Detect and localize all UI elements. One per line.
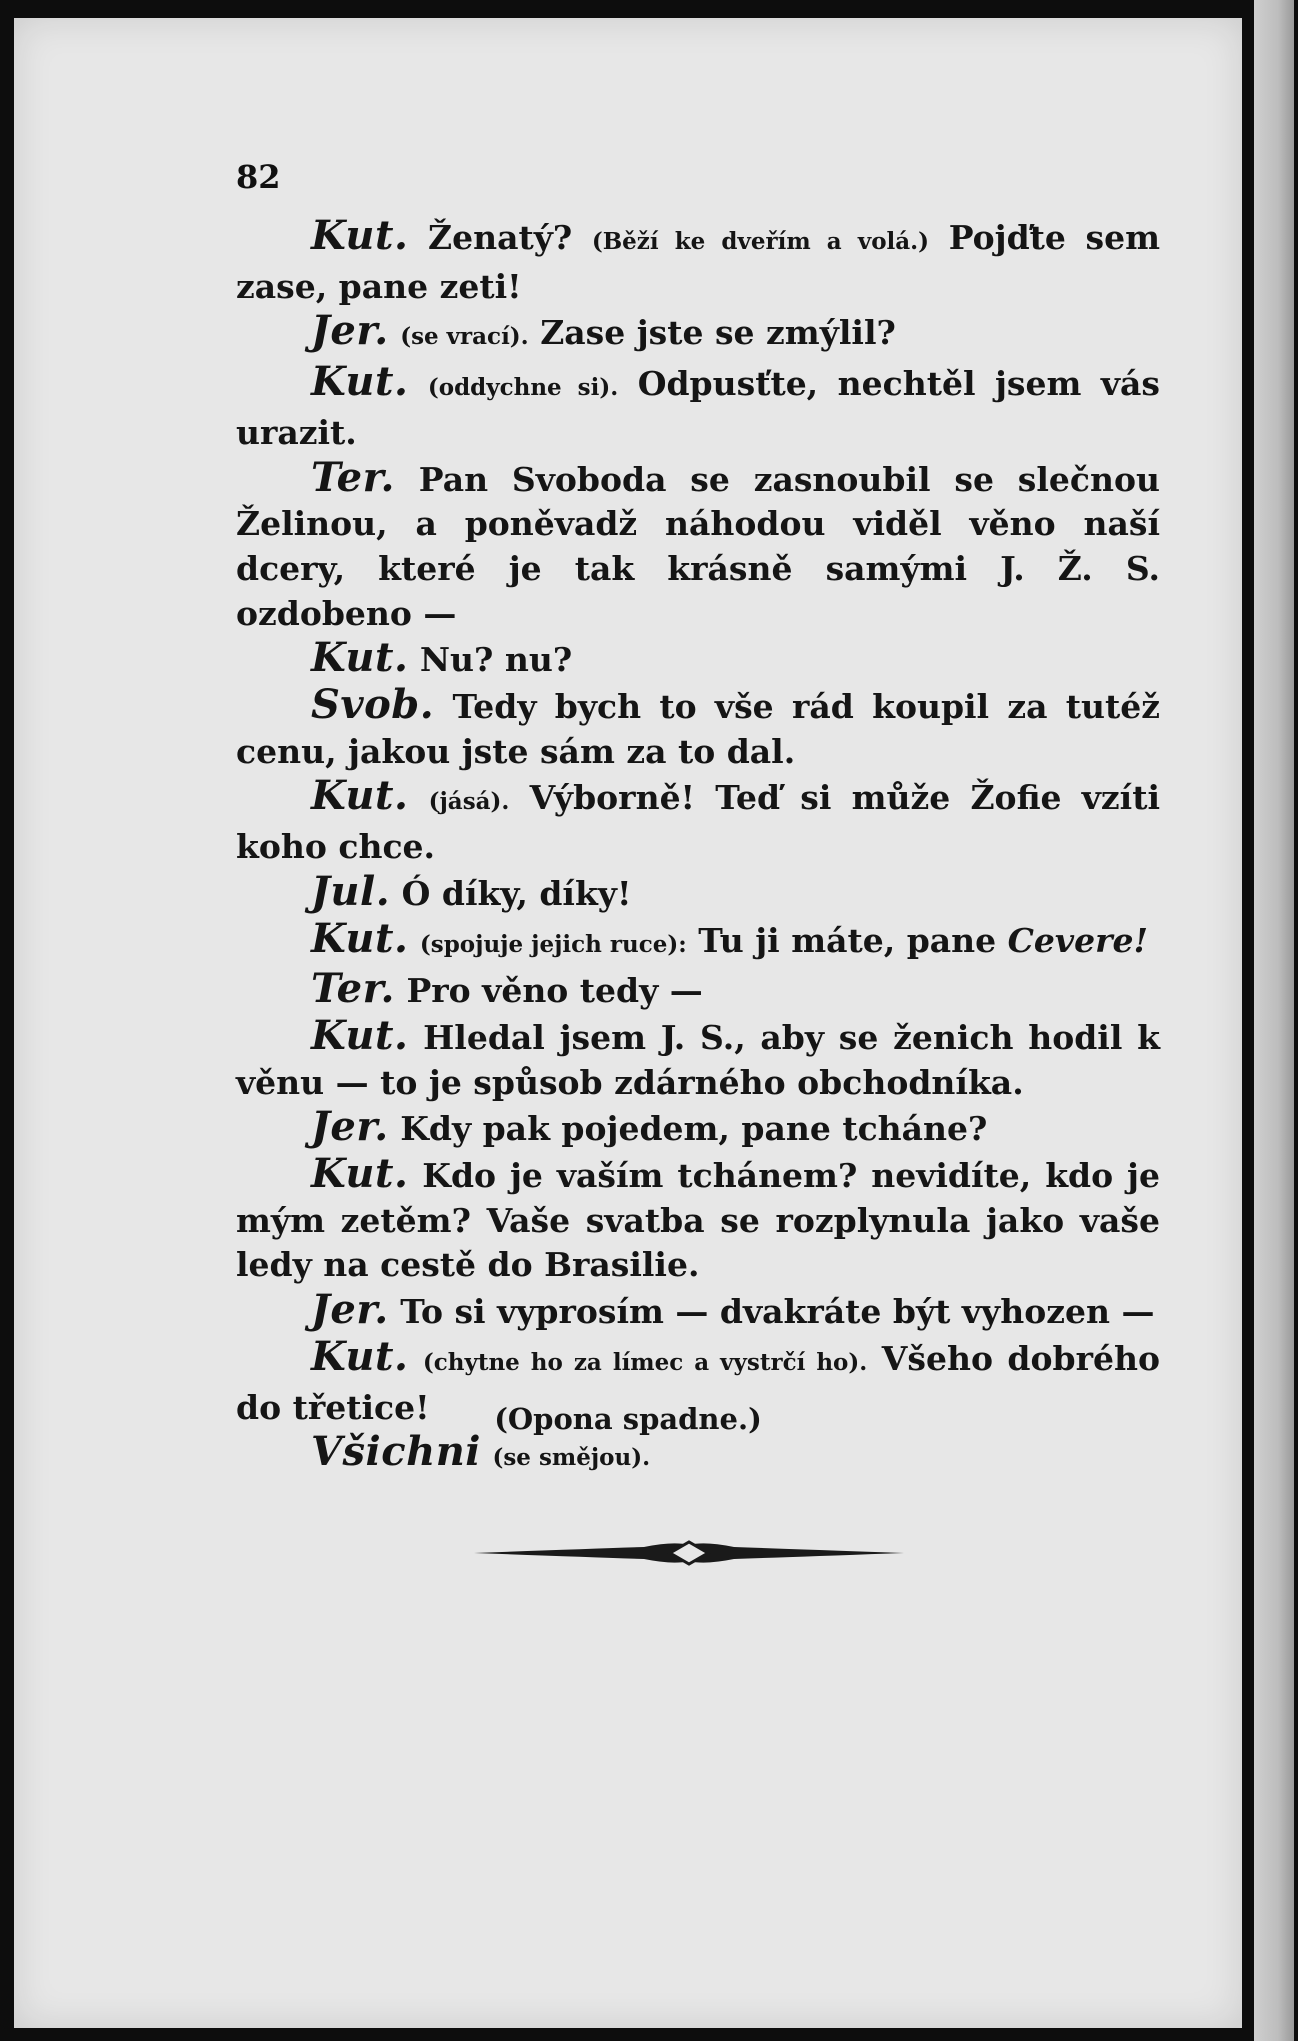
line-text: [408, 778, 428, 817]
dialogue-line: [236, 636, 1160, 683]
line-text: Všeho dobrého do třetice!: [236, 1338, 1160, 1427]
stage-direction: (spojuje jejich ruce):: [419, 930, 687, 958]
line-text: Tedy bych to vše rád koupil za tutéž cenu, jakou jste sám za to dal.: [236, 687, 1160, 771]
line-text: Odpusťte, nechtěl jsem vás urazit.: [236, 364, 1161, 452]
stage-direction: (jásá).: [428, 788, 510, 816]
speaker-name: Kut.: [311, 772, 409, 820]
line-text: Pro věno tedy —: [394, 971, 703, 1011]
dialogue-line: [236, 1288, 1160, 1335]
line-text: Kdy pak pojedem, pane tcháne?: [388, 1109, 988, 1149]
dialogue-line: [236, 360, 1160, 455]
dialogue-line: [236, 453, 1160, 637]
stage-direction: (se smějou).: [492, 1444, 651, 1472]
dialogue-line: [236, 967, 1160, 1014]
stage-direction: (Běží ke dveřím a volá.): [591, 228, 930, 255]
line-text: [389, 313, 401, 352]
dialogue-body: [236, 214, 1160, 1481]
line-text: [408, 921, 420, 960]
speaker-name: Kut.: [311, 1332, 409, 1380]
ornament-divider-icon: [474, 1533, 904, 1573]
dialogue-line: [236, 774, 1160, 869]
stage-direction: (se vrací).: [400, 323, 529, 351]
speaker-name: Jer.: [311, 1286, 389, 1334]
speaker-name: Kut.: [311, 358, 409, 406]
speaker-name: Svob.: [311, 681, 435, 729]
dialogue-line: [236, 867, 1160, 917]
book-page: [14, 18, 1242, 2028]
speaker-name: Kut.: [311, 1011, 409, 1059]
dialogue-line: [236, 1430, 1160, 1481]
italic-name: Cevere!: [1007, 920, 1148, 960]
stage-direction: (oddychne si).: [427, 374, 619, 402]
page-number: 82: [236, 158, 281, 196]
line-text: [408, 364, 427, 403]
closing-stage-direction: (Opona spadne.): [494, 1402, 762, 1436]
speaker-name: Ter.: [311, 453, 395, 501]
dialogue-line: [236, 1105, 1160, 1152]
speaker-name: Kut.: [311, 914, 409, 962]
dialogue-line: [236, 214, 1160, 309]
line-text: Kdo je vaším tchánem? nevidíte, kdo je mým zetěm? Vaše svatba se rozplynula jako vaše ledy na cestě do Brasilie.: [236, 1156, 1160, 1285]
line-text: Pan Svoboda se zasnoubil se slečnou Želinou, a poněvadž náhodou viděl věno naší dcery, které je tak krásně samými J. Ž. S. ozdobeno —: [236, 459, 1160, 633]
dialogue-line: [236, 309, 1160, 360]
speaker-name: Všichni: [311, 1428, 481, 1476]
speaker-name: Jer.: [311, 307, 389, 355]
dialogue-line: [236, 683, 1160, 774]
line-text: Nu? nu?: [408, 640, 573, 680]
dialogue-line: [236, 914, 1160, 968]
line-text: Pojďte sem zase, pane zeti!: [236, 218, 1160, 306]
speaker-name: Jul.: [311, 867, 391, 915]
speaker-name: Kut.: [311, 634, 409, 682]
line-text: Ó díky, díky!: [390, 873, 632, 913]
speaker-name: Kut.: [311, 1150, 409, 1198]
line-text: Ženatý?: [408, 218, 592, 257]
stage-direction: (chytne ho za límec a vystrčí ho).: [422, 1348, 868, 1376]
speaker-name: Jer.: [311, 1103, 389, 1151]
line-text: Výborně! Teď si může Žofie vzíti koho chce.: [236, 778, 1160, 867]
speaker-name: Kut.: [311, 212, 409, 259]
line-text: [408, 1339, 422, 1378]
line-text: Hledal jsem J. S., aby se ženich hodil k věnu — to je spůsob zdárného obchodníka.: [236, 1017, 1160, 1102]
line-text: [481, 1434, 493, 1473]
dialogue-line: [236, 1011, 1160, 1105]
line-text: To si vyprosím — dvakráte být vyhozen —: [388, 1292, 1155, 1332]
adjacent-page-edge: [1254, 0, 1294, 2041]
line-text: Zase jste se zmýlil?: [528, 313, 896, 353]
line-text: Tu ji máte, pane: [686, 920, 1008, 960]
dialogue-line: [236, 1152, 1160, 1288]
speaker-name: Ter.: [311, 965, 395, 1013]
